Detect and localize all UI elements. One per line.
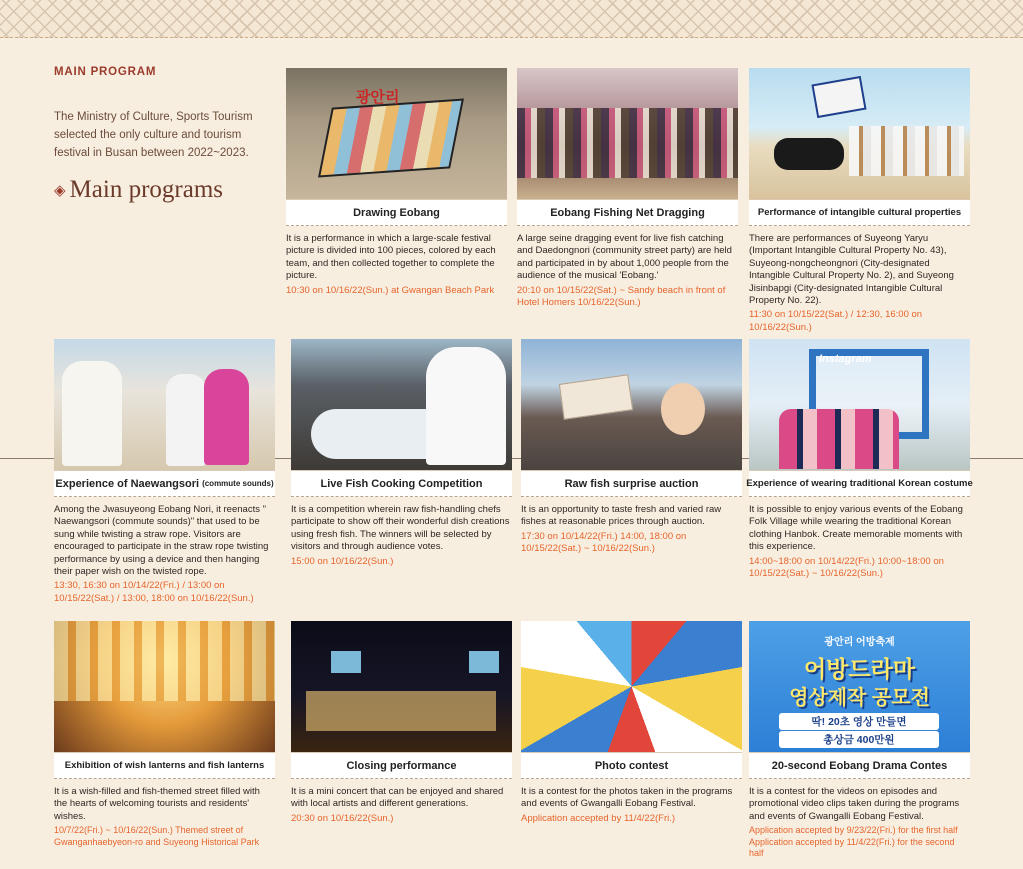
program-schedule: 10/7/22(Fri.) ~ 10/16/22(Sun.) Themed street of Gwanganhaebyeon-ro and Suyeong Historical Park xyxy=(54,825,260,847)
program-description: It is a wish-filled and fish-themed street filled with the hearts of welcoming tourists and residents' wishes. xyxy=(54,786,260,822)
instagram-label: Instagram xyxy=(819,353,872,365)
diamond-icon: ◈ xyxy=(54,182,66,199)
program-description: It is a performance in which a large-scale festival picture is divided into 100 pieces, colored by each team, and then collected together to complete the picture. xyxy=(286,233,496,282)
program-schedule: 15:00 on 10/16/22(Sun.) xyxy=(291,555,394,567)
intro-text: The Ministry of Culture, Sports Tourism selected the only culture and tourism festival in Busan between 2022~2023. xyxy=(54,111,253,159)
program-photo xyxy=(749,339,970,470)
program-card xyxy=(746,339,973,580)
program-description: It is a contest for the videos on episodes and promotional video clips taken during the programs and events of Gwangalli Eobang Festival. xyxy=(749,786,960,822)
poster-title: 어방드라마 xyxy=(803,656,916,682)
section-heading-text: Main programs xyxy=(69,176,223,203)
program-title xyxy=(54,470,275,497)
program-title: Exhibition of wish lanterns and fish lanterns xyxy=(54,752,275,779)
program-title: Live Fish Cooking Competition xyxy=(291,470,512,497)
program-description: There are performances of Suyeong Yaryu (Important Intangible Cultural Property No. 43), Suyeong-nongcheongnori (City-designated Intangible Cultural Property No. 2), and Suyeong Jisinbapgi (City-designated Intangible Cultural Property No. 22). xyxy=(749,233,954,307)
person-image xyxy=(204,369,249,465)
program-description: It is a competition wherein raw fish-handling chefs participate to show off their wonderful dish creations using fresh fish. The winners will be selected by visitors and through audience votes. xyxy=(291,504,510,553)
program-photo xyxy=(54,621,275,752)
poster-subtitle: 광안리 어방축제 xyxy=(824,637,895,648)
program-photo xyxy=(521,621,742,752)
section-heading xyxy=(54,176,274,204)
program-card xyxy=(749,621,970,860)
program-photo xyxy=(291,621,512,752)
program-schedule: 11:30 on 10/15/22(Sat.) / 12:30, 16:00 on 10/16/22(Sun.) xyxy=(749,309,923,333)
program-title: 20-second Eobang Drama Contes xyxy=(749,752,970,779)
program-card xyxy=(749,68,970,334)
stage-screen-image xyxy=(331,651,361,673)
program-photo xyxy=(291,339,512,470)
poster-tagline: 딱! 20초 영상 만들면 xyxy=(779,713,939,730)
program-schedule: 20:10 on 10/15/22(Sat.) ~ Sandy beach in front of Hotel Homers 10/16/22(Sun.) xyxy=(517,284,726,309)
program-schedule: 10:30 on 10/16/22(Sun.) at Gwangan Beach Park xyxy=(286,284,495,296)
program-title-text: Experience of Naewangsori xyxy=(55,477,200,490)
program-description: It is possible to enjoy various events of the Eobang Folk Village while wearing the traditional Korean clothing Hanbok. Create memorable moments with this experience. xyxy=(749,504,963,553)
program-title-note: (commute sounds) xyxy=(202,479,274,488)
program-title: Experience of wearing traditional Korean costume xyxy=(749,470,970,497)
dancers-image xyxy=(849,126,964,176)
program-photo xyxy=(749,621,970,752)
program-card xyxy=(521,339,742,556)
program-card xyxy=(517,68,738,309)
program-schedule: Application accepted by 9/23/22(Fri.) for the first half Application accepted by 11/4/22(Fri.) for the second half xyxy=(749,825,958,859)
person-image xyxy=(661,383,705,435)
program-card xyxy=(54,339,275,605)
program-photo xyxy=(286,68,507,199)
program-title: Closing performance xyxy=(291,752,512,779)
crowd-image xyxy=(517,108,738,178)
lanterns-image xyxy=(54,621,275,701)
program-schedule: Application accepted by 11/4/22(Fri.) xyxy=(521,812,676,824)
decorative-border xyxy=(0,0,1023,38)
festival-picture-mat xyxy=(318,99,464,178)
stage-image xyxy=(306,691,496,731)
program-title: Photo contest xyxy=(521,752,742,779)
program-card xyxy=(521,621,742,825)
program-schedule: 14:00~18:00 on 10/14/22(Fri.) 10:00~18:00 on 10/15/22(Sat.) ~ 10/16/22(Sun.) xyxy=(749,555,944,580)
program-title: Raw fish surprise auction xyxy=(521,470,742,497)
flag-image xyxy=(811,76,866,118)
program-title: Eobang Fishing Net Dragging xyxy=(517,199,738,226)
program-schedule: 20:30 on 10/16/22(Sun.) xyxy=(291,812,394,824)
program-card xyxy=(286,68,507,297)
chef-image xyxy=(426,347,506,465)
person-image xyxy=(166,374,206,466)
bull-image xyxy=(774,138,844,170)
photo-title-text: 광안리 xyxy=(356,89,400,106)
raw-fish-image xyxy=(559,374,633,419)
program-card xyxy=(291,621,512,825)
program-photo xyxy=(54,339,275,470)
program-title: Drawing Eobang xyxy=(286,199,507,226)
section-label: MAIN PROGRAM xyxy=(54,66,157,78)
stage-screen-image xyxy=(469,651,499,673)
program-card xyxy=(291,339,512,568)
program-description: A large seine dragging event for live fish catching and Daedongnori (community street party) are held and participated in by about 1,000 people from the audience of the musical 'Eobang.' xyxy=(517,233,732,282)
program-photo xyxy=(521,339,742,470)
program-schedule: 13:30, 16:30 on 10/14/22(Fri.) / 13:00 on 10/15/22(Sat.) / 13:00, 18:00 on 10/16/22(Sun.) xyxy=(54,580,254,604)
program-photo xyxy=(749,68,970,199)
program-title: Performance of intangible cultural properties xyxy=(749,199,970,226)
program-schedule: 17:30 on 10/14/22(Fri.) 14:00, 18:00 on 10/15/22(Sat.) ~ 10/16/22(Sun.) xyxy=(521,530,687,555)
poster-title-2: 영상제작 공모전 xyxy=(789,687,930,709)
person-image xyxy=(62,361,122,466)
program-description: Among the Jwasuyeong Eobang Nori, it reenacts " Naewangsori (commute sounds)" that used to be sung while twisting a straw rope. Visitors are encouraged to participate in the straw rope twisting performance by using a device and then hanging their paper wish on the twisted rope. xyxy=(54,504,269,578)
program-card xyxy=(54,621,275,848)
program-description: It is an opportunity to taste fresh and varied raw fishes at reasonable prices through auction. xyxy=(521,504,722,528)
poster-prize: 총상금 400만원 xyxy=(779,731,939,748)
program-description: It is a mini concert that can be enjoyed and shared with local artists and different generations. xyxy=(291,786,504,810)
hanbok-people-image xyxy=(779,409,899,469)
program-photo xyxy=(517,68,738,199)
program-description: It is a contest for the photos taken in the programs and events of Gwangalli Eobang Festival. xyxy=(521,786,733,810)
intro-panel xyxy=(54,66,274,204)
